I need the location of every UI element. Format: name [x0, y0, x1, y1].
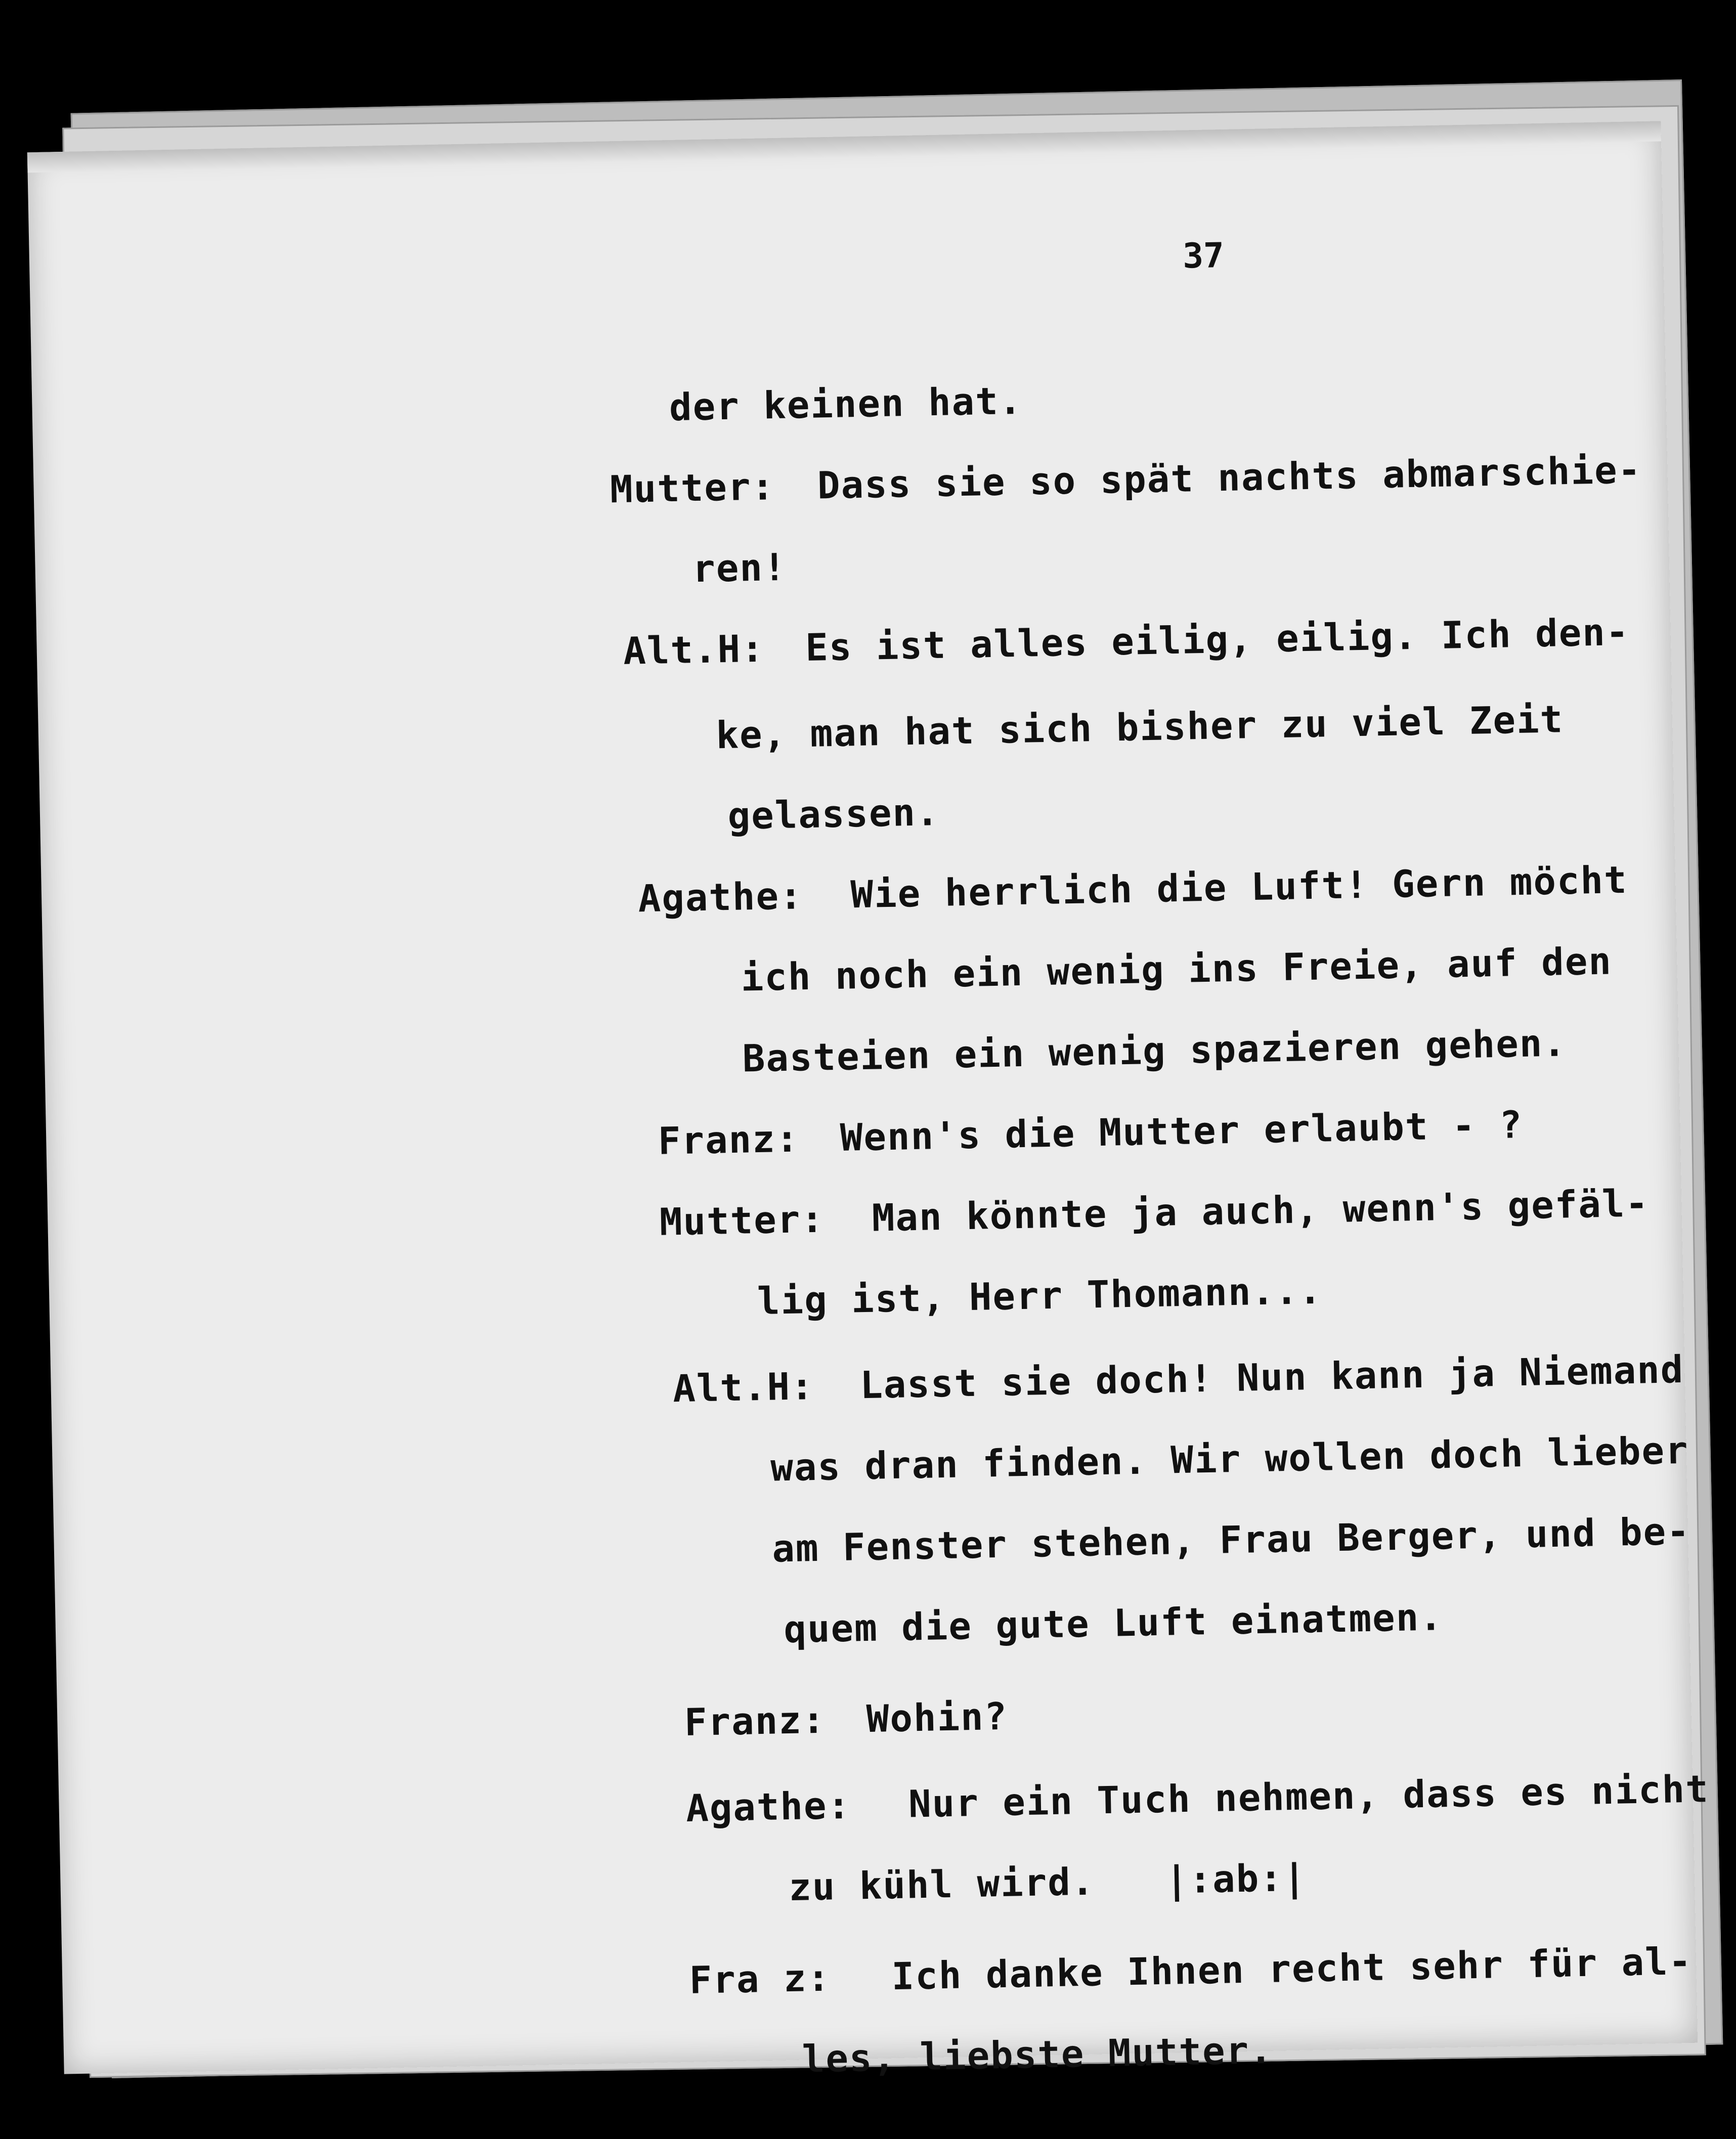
line-text: der keinen hat.	[669, 379, 1023, 430]
line-text: zu kühl wird. |:ab:|	[788, 1856, 1308, 1910]
line-text: les, liebste Mutter.	[801, 2028, 1274, 2081]
line-text: Wohin?	[866, 1694, 1008, 1741]
script-line	[660, 1985, 1274, 2127]
line-text: gelassen.	[727, 790, 940, 839]
speaker-label: Alt.H:	[672, 1364, 815, 1411]
line-text: Wie herrlich die Luft! Gern möcht	[850, 858, 1628, 917]
line-text: was dran finden. Wir wollen doch lieber	[770, 1428, 1689, 1490]
typescript-page	[27, 121, 1710, 2081]
speaker-label: Franz:	[658, 1117, 800, 1163]
line-text: quem die gute Luft einatmen.	[783, 1595, 1444, 1652]
speaker-label: Franz:	[684, 1698, 827, 1744]
line-text: ke, man hat sich bisher zu viel Zeit	[715, 697, 1564, 758]
speaker-label: Alt.H:	[623, 627, 765, 673]
speaker-label: Fra z:	[688, 1956, 831, 2002]
speaker-label: Mutter:	[610, 465, 775, 512]
line-text: am Fenster stehen, Frau Berger, und be-	[771, 1509, 1691, 1571]
line-text: lig ist, Herr Thomann...	[757, 1269, 1323, 1324]
line-text: ich noch ein wenig ins Freie, auf den	[740, 939, 1613, 1000]
line-text: Lasst sie doch! Nun kann ja Niemand	[859, 1347, 1685, 1408]
speaker-label: Agathe:	[685, 1783, 851, 1830]
line-text: Man könnte ja auch, wenn's gefäl-	[872, 1182, 1650, 1240]
speaker-label: Agathe:	[637, 874, 804, 921]
line-text: Basteien ein wenig spazieren gehen.	[742, 1021, 1567, 1081]
line-text: Nur ein Tuch nehmen, dass es nicht	[908, 1767, 1710, 1826]
speaker-label: Mutter:	[659, 1197, 825, 1244]
line-text: Dass sie so spät nachts abmarschie-	[817, 448, 1642, 508]
line-text: Wenn's die Mutter erlaubt - ?	[840, 1103, 1524, 1160]
line-text: Ich danke Ihnen recht sehr für al-	[891, 1939, 1692, 1999]
page-number: 37	[1182, 235, 1225, 277]
line-text: ren!	[692, 545, 788, 591]
line-text: Es ist alles eilig, eilig. Ich den-	[805, 610, 1630, 670]
